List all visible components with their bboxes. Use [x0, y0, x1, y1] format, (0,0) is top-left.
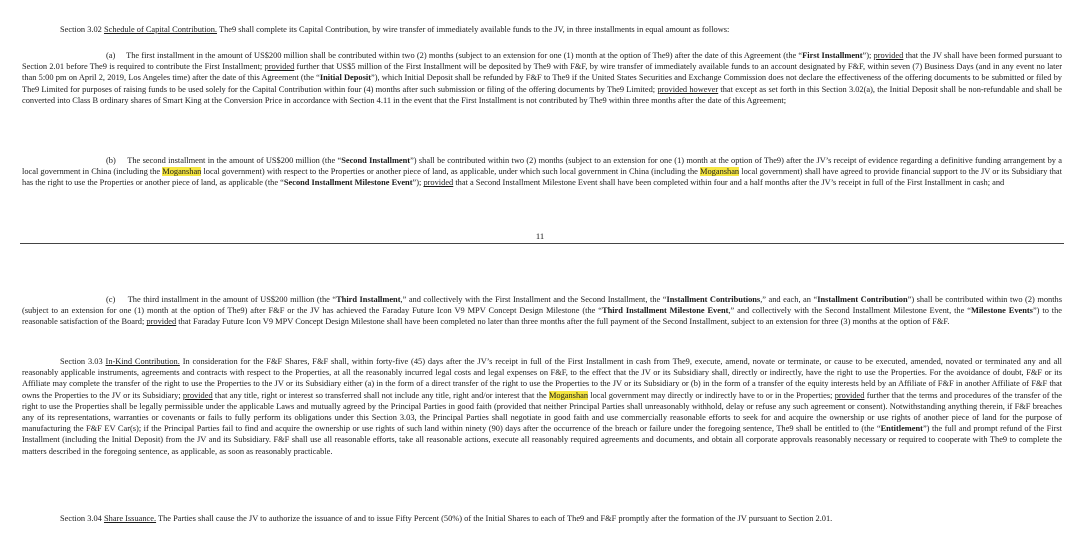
paragraph-c [22, 294, 1062, 328]
section-3-04 [22, 513, 1062, 524]
defined-term: Initial Deposit [319, 73, 371, 83]
paragraph-text: that the JV shall have been formed pursuant to Section 2.01 before The9 is required to contribute the First Installment; [22, 51, 1062, 72]
paragraph-text: ,” and collectively with the Second Installment Milestone Event, the “ [728, 306, 971, 316]
paragraph-text: ”); [862, 51, 874, 60]
paragraph-a [22, 50, 1062, 106]
proviso-term: provided [264, 62, 295, 72]
section-3-03 [22, 356, 1062, 457]
paragraph-text: that a Second Installment Milestone Event shall have been completed within four and a half months after the JV’s receipt in full of the First Installment in cash; and [453, 178, 1005, 188]
proviso-term: provided [182, 390, 213, 400]
defined-term: First Installment [802, 51, 863, 60]
highlighted-term: Moganshan [548, 390, 589, 400]
paragraph-text: In consideration for the F&F Shares, F&F shall, within forty-five (45) days after the JV’s receipt in full of the First Installment in cash from The9, execute, amend, novate or terminate, or cause to be executed, amended, novated or terminated any and all reasonably applicable instruments, agreements and contracts with respect to the Properties, at all the reasonably incurred legal costs and legal expenses on F&F, to the effect that the JV or its Subsidiary shall, directly or indirectly, have the right to use the Properties. For the avoidance of doubt, F&F or its Affiliate may complete the transfer of the right to use the Properties to the JV or its Subsidiary either (a) in the form of a direct transfer of the right to use the Properties to the JV or its Subsidiary or (b) in the form of a transfer of the equity interests held by an Affiliate of F&F in another Affiliate of F&F that owns the Properties to the JV or its Subsidiary; [22, 357, 1062, 400]
section-number: Section 3.02 [60, 25, 102, 34]
paragraph-text: that Faraday Future Icon V9 MPV Concept Design Milestone shall have been completed no later than three months after the full payment of the Second Installment, subject to an extension for three (3) months at the option of F&F. [176, 317, 950, 327]
section-text: The Parties shall cause the JV to authorize the issuance of and to issue Fifty Percent (50%) of the Initial Shares to each of The9 and F&F promptly after the formation of the JV pursuant to Section 2.01. [156, 514, 833, 523]
paragraph-text: ,” and each, an “ [760, 295, 818, 304]
paragraph-text: ”) the full and prompt refund of the First Installment (including the Initial Deposit) from the JV and its Subsidiary. F&F shall use all reasonable efforts, take all reasonable actions, execute all reasonably required agreements and documents, and obtain all corporate approvals reasonably necessary or required to cooperate with The9 to complete the matters described in the foregoing sentence, as applicable, as soon as reasonably practicable. [22, 424, 1062, 456]
paragraph-text: ”); [412, 178, 424, 188]
paragraph-text: local government) shall have agreed to provide financial support to the JV or its Subsidiary that has the right to use the Properties or another piece of land, as applicable (the “ [22, 167, 1062, 188]
section-heading: Share Issuance. [103, 514, 157, 523]
defined-term: Third Installment Milestone Event [601, 306, 729, 316]
paragraph-text: that any title, right or interest so transferred shall not include any title, right and/or interest that the [212, 390, 549, 400]
highlighted-term: Moganshan [162, 167, 202, 177]
section-text: The9 shall complete its Capital Contribution, by wire transfer of immediately available funds to the JV, in three installments in equal amount as follows: [217, 25, 730, 34]
section-number: Section 3.03 [60, 357, 106, 366]
paragraph-text: (b) The second installment in the amount of US$200 million (the “ [106, 156, 342, 165]
proviso-term: provided however [657, 84, 719, 94]
defined-term: Third Installment [336, 295, 401, 304]
paragraph-b [22, 155, 1062, 189]
page-number: 11 [535, 231, 545, 241]
paragraph-text: (c) The third installment in the amount of US$200 million (the “ [106, 295, 337, 304]
defined-term: Installment Contributions [666, 295, 761, 304]
highlighted-term: Moganshan [700, 167, 740, 177]
defined-term: Second Installment [341, 156, 411, 165]
paragraph-text: further that the terms and procedures of the transfer of the right to use the Properties shall be legally permissible under the applicable Laws and mutually agreed by the Principal Parties in good faith (provided that neither Principal Parties shall unreasonably withhold, delay or refuse any such agreement or consent). Notwithstanding anything therein, if F&F breaches any of its representations, warranties or covenants or fails to fully perform its obligations under this Section 3.03, the Principal Parties shall negotiate in good faith and use commercially reasonable efforts to seek for and acquire the ownership or use rights of another piece of land for the purpose of manufacturing the F&F EV Car(s); if the Principal Parties fail to find and acquire the ownership or use rights of such land within ninety (90) days after the occurrence of the breach or failure under the foregoing sentence, The9 shall be entitled to (the “ [22, 390, 1062, 434]
proviso-term: provided [873, 51, 904, 60]
paragraph-text: (a) The first installment in the amount of US$200 million shall be contributed within two (2) months (subject to an extension for one (1) month at the option of The9) after the date of this Agreement (the “ [106, 51, 803, 60]
proviso-term: provided [423, 178, 454, 188]
defined-term: Installment Contribution [817, 295, 908, 304]
paragraph-text: ”) shall be contributed within two (2) months (subject to an extension for one (1) month at the option of The9) after the JV’s receipt of evidence regarding a definitive funding arrangement by a local government in China (including the [22, 156, 1063, 177]
paragraph-text: ,” and collectively with the First Installment and the Second Installment, the “ [400, 295, 667, 304]
section-number: Section 3.04 [60, 514, 104, 523]
paragraph-text: ”) shall be contributed within two (2) months (subject to an extension for one (1) month at the option of The9) after F&F or the JV has achieved the Faraday Future Icon V9 MPV Concept Design Milestone (the “ [22, 295, 1062, 316]
paragraph-text: local government may directly or indirectly have to or in the Properties; [588, 390, 835, 400]
defined-term: Entitlement [880, 424, 923, 434]
section-heading: In-Kind Contribution. [105, 357, 180, 366]
paragraph-text: local government) with respect to the Properties or another piece of land, as applicable, under which such local government in China (including the [201, 167, 701, 177]
paragraph-text: that except as set forth in this Section 3.02(a), the Initial Deposit shall be non-refundable and shall be converted into Class B ordinary shares of Smart King at the Conversion Price in accordance with Section 4.11 in the event that the First Installment is not contributed by The9 within three months after the date of this Agreement; [22, 84, 1063, 105]
section-3-02 [22, 24, 1062, 35]
proviso-term: provided [146, 317, 177, 327]
section-heading: Schedule of Capital Contribution. [103, 25, 218, 34]
paragraph-text: ”), which Initial Deposit shall be refunded by F&F to The9 if the United States Securities and Exchange Commission does not declare the effectiveness of the offering documents to be submitted or filed by The9 Limited for purposes of raising funds to be used solely for the Capital Contribution within four (4) months after such submission or filing of the offering documents by The9 Limited; [22, 73, 1062, 94]
defined-term: Second Installment Milestone Event [283, 178, 413, 188]
paragraph-text: further that US$5 million of the First Installment will be deposited by The9 with F&F, by wire transfer of immediately available funds to an account designated by F&F, within seven (7) Business Days (and in any event no later than 5:00 pm on April 2, 2019, Los Angeles time) after the date of this Agreement (the “ [22, 62, 1062, 83]
proviso-term: provided [834, 390, 865, 400]
defined-term: Milestone Events [970, 306, 1033, 316]
page-divider [20, 243, 1064, 244]
paragraph-text: ”) to the reasonable satisfaction of the Board; [22, 306, 1063, 327]
